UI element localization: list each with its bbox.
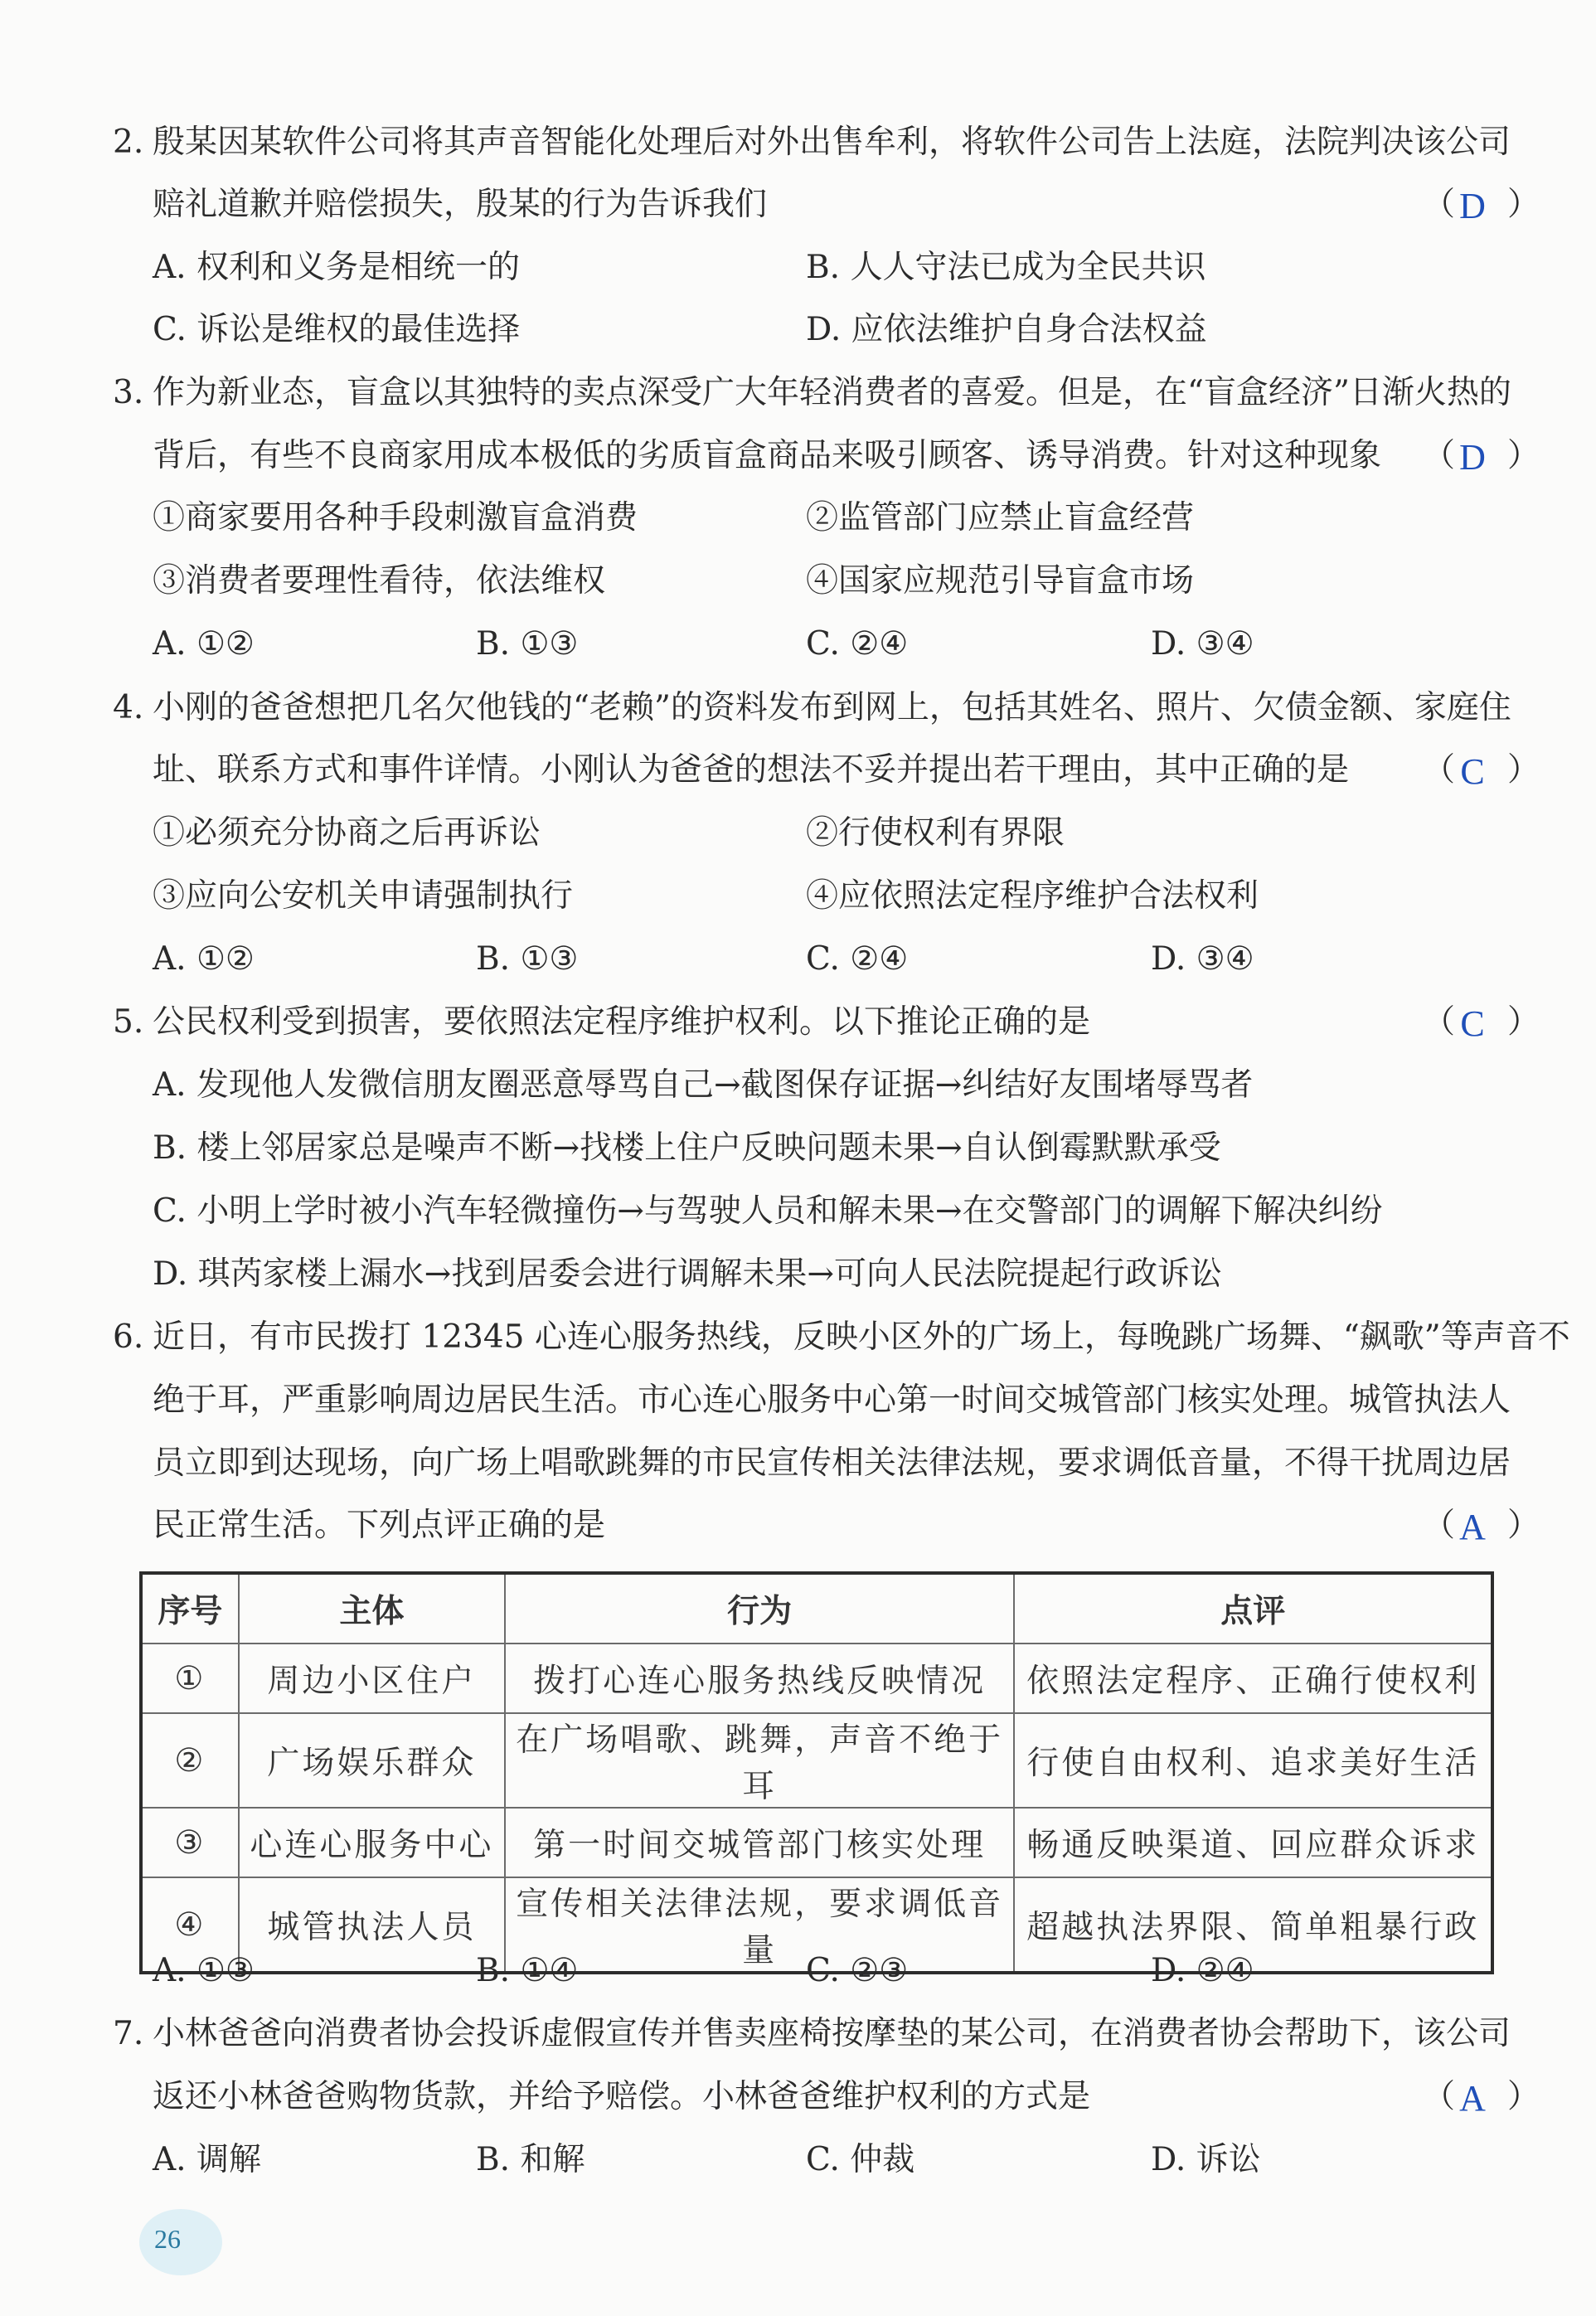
option-b: B. 和解 — [476, 2141, 585, 2178]
evaluation-table — [139, 1571, 1494, 1974]
answer-letter: A — [1459, 1507, 1486, 1547]
statement-3: ③消费者要理性看待，依法维权 — [153, 562, 606, 600]
answer-letter: D — [1459, 186, 1486, 226]
option-b: B. 楼上邻居家总是噪声不断→找楼上住户反映问题未果→自认倒霉默默承受 — [153, 1129, 1221, 1167]
table-header: 点评 — [1014, 1573, 1492, 1644]
table-cell: 周边小区住户 — [239, 1644, 505, 1713]
table-row — [141, 1713, 1492, 1808]
option-d: D. ②④ — [1151, 1952, 1254, 1989]
question-number: 7. — [113, 2015, 144, 2052]
table-cell: ② — [141, 1713, 239, 1808]
option-a: A. ①② — [153, 625, 255, 663]
statement-4: ④应依照法定程序维护合法权利 — [806, 877, 1259, 915]
table-header: 行为 — [505, 1573, 1014, 1644]
option-c: C. 诉讼是维权的最佳选择 — [153, 311, 521, 348]
table-header: 序号 — [141, 1573, 239, 1644]
table-cell: 城管执法人员 — [239, 1877, 505, 1973]
option-d: D. ③④ — [1151, 625, 1254, 663]
table-cell: 超越执法界限、简单粗暴行政 — [1014, 1877, 1492, 1973]
option-a: A. 调解 — [153, 2141, 261, 2178]
option-c: C. 小明上学时被小汽车轻微撞伤→与驾驶人员和解未果→在交警部门的调解下解决纠纷 — [153, 1192, 1383, 1230]
option-c: C. 仲裁 — [806, 2141, 915, 2178]
statement-1: ①商家要用各种手段刺激盲盒消费 — [153, 499, 638, 537]
table-cell: ① — [141, 1644, 239, 1713]
table-cell: 宣传相关法律法规，要求调低音量 — [505, 1877, 1014, 1973]
table-cell: 心连心服务中心 — [239, 1808, 505, 1877]
page-number: 26 — [154, 2224, 181, 2254]
page-number-decoration — [139, 2209, 222, 2275]
table-cell: 在广场唱歌、跳舞，声音不绝于耳 — [505, 1713, 1014, 1808]
table-row — [141, 1808, 1492, 1877]
option-c: C. ②④ — [806, 940, 909, 978]
question-number: 4. — [113, 689, 144, 726]
option-b: B. 人人守法已成为全民共识 — [806, 249, 1206, 286]
table-cell: 依照法定程序、正确行使权利 — [1014, 1644, 1492, 1713]
statement-4: ④国家应规范引导盲盒市场 — [806, 562, 1195, 600]
table-cell: 第一时间交城管部门核实处理 — [505, 1808, 1014, 1877]
answer-letter: C — [1460, 1003, 1485, 1044]
question-number: 6. — [113, 1318, 144, 1356]
answer-letter: A — [1459, 2078, 1486, 2119]
statement-2: ②行使权利有界限 — [806, 814, 1065, 852]
question-number: 5. — [113, 1003, 144, 1041]
option-a: A. 发现他人发微信朋友圈恶意辱骂自己→截图保存证据→纠结好友围堵辱骂者 — [153, 1066, 1254, 1104]
option-d: D. 琪芮家楼上漏水→找到居委会进行调解未果→可向人民法院提起行政诉讼 — [153, 1255, 1223, 1293]
table-row — [141, 1644, 1492, 1713]
answer-letter: C — [1460, 751, 1485, 792]
table-header: 主体 — [239, 1573, 505, 1644]
answer-letter: D — [1459, 437, 1486, 478]
table-cell: 行使自由权利、追求美好生活 — [1014, 1713, 1492, 1808]
option-b: B. ①③ — [476, 625, 579, 663]
question-number: 2. — [113, 124, 144, 161]
option-d: D. ③④ — [1151, 940, 1254, 978]
option-a: A. 权利和义务是相统一的 — [153, 249, 520, 286]
option-d: D. 诉讼 — [1151, 2141, 1261, 2178]
table-cell: 畅通反映渠道、回应群众诉求 — [1014, 1808, 1492, 1877]
table-cell: 广场娱乐群众 — [239, 1713, 505, 1808]
table-header-row — [141, 1573, 1492, 1644]
table-cell: ④ — [141, 1877, 239, 1973]
table-cell: ③ — [141, 1808, 239, 1877]
option-d: D. 应依法维护自身合法权益 — [806, 311, 1207, 348]
option-b: B. ①④ — [476, 1952, 579, 1989]
question-number: 3. — [113, 374, 144, 411]
statement-3: ③应向公安机关申请强制执行 — [153, 877, 574, 915]
statement-1: ①必须充分协商之后再诉讼 — [153, 814, 541, 852]
option-c: C. ②④ — [806, 625, 909, 663]
option-a: A. ①② — [153, 940, 255, 978]
option-b: B. ①③ — [476, 940, 579, 978]
statement-2: ②监管部门应禁止盲盒经营 — [806, 499, 1195, 537]
option-a: A. ①③ — [153, 1952, 255, 1989]
table-cell: 拨打心连心服务热线反映情况 — [505, 1644, 1014, 1713]
option-c: C. ②③ — [806, 1952, 909, 1989]
workbook-page: 2. 殷某因某软件公司将其声音智能化处理后对外出售牟利，将软件公司告上法庭，法院判决该公司 赔礼道歉并赔偿损失，殷某的行为告诉我们 （ D ） A. 权利和义务是相统一的 B. 人人守法已成为全民共识 C. 诉讼是维权的最佳选择 D. 应依法维护自身合法权益 3. 作为新业态，盲盒以其独特的卖点深受广大年轻消费者的喜爱。但是，在“盲盒经济”日渐火热的 背后，有些不良商家用成本极低的劣质盲盒商品来吸引顾客、诱导消费。针对这种现象 （ D ） ①商家要用各种手段刺激盲盒消费 ②监管部门应禁止盲盒经营 ③消费者要理性看待，依法维权 ④国家应规范引导盲盒市场 A. ①② B. ①③ C. ②④ D. ③④ 4. 小刚的爸爸想把几名欠他钱的“老赖”的资料发布到网上，包括其姓名、照片、欠债金额、家庭住 址、联系方式和事件详情。小刚认为爸爸的想法不妥并提出若干理由，其中正确的是 （ C ） ①必须充分协商之后再诉讼 ②行使权利有界限 ③应向公安机关申请强制执行 ④应依照法定程序维护合法权利 A. ①② B. ①③ C. ②④ D. ③④ 5. 公民权利受到损害，要依照法定程序维护权利。以下推论正确的是 （ C ） A. 发现他人发微信朋友圈恶意辱骂自己→截图保存证据→纠结好友围堵辱骂者 B. 楼上邻居家总是噪声不断→找楼上住户反映问题未果→自认倒霉默默承受 C. 小明上学时被小汽车轻微撞伤→与驾驶人员和解未果→在交警部门的调解下解决纠纷 D. 琪芮家楼上漏水→找到居委会进行调解未果→可向人民法院提起行政诉讼 6. 近日，有市民拨打 12345 心连心服务热线，反映小区外的广场上，每晚跳广场舞、“飙歌”等声音不 绝于耳，严重影响周边居民生活。市心连心服务中心第一时间交城管部门核实处理。城管执法人 员立即到达现场，向广场上唱歌跳舞的市民宣传相关法律法规，要求调低音量，不得干扰周边居 民正常生活。下列点评正确的是 （ A ） 序号 主体 行为 点评 ① 周边小区住户 拨打心连心服务热线反映情况 依照法定程序、正确行使权利 ② 广场娱乐群众 在广场唱歌、跳舞，声音不绝于耳 行使自由权利、追求美好生活 ③ 心连心服务中心 第一时间交城管部门核实处理 畅通反映渠道、回应群众诉求 ④ 城管执法人员 宣传相关法律法规，要求调低音量 超越执法界限、简单粗暴行政 A. ①③ B. ①④ C. ②③ D. ②④ 7. 小林爸爸向消费者协会投诉虚假宣传并售卖座椅按摩垫的某公司，在消费者协会帮助下，该公司 返还小林爸爸购物货款，并给予赔偿。小林爸爸维护权利的方式是 （ A ） A. 调解 B. 和解 C. 仲裁 D. 诉讼 26 — [0, 0, 1596, 2316]
